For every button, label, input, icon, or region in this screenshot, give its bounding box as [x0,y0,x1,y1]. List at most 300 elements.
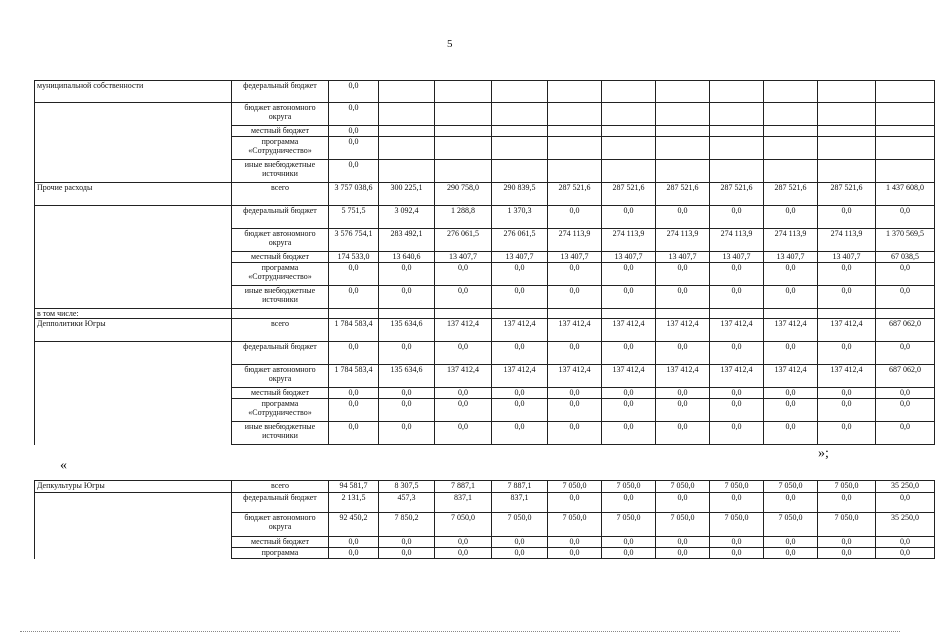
value-cell: 0,0 [548,548,602,559]
row-label [35,537,232,548]
value-cell: 7 050,0 [602,481,656,493]
value-cell: 0,0 [818,286,876,309]
value-cell: 1 784 583,4 [329,365,379,388]
value-cell: 0,0 [764,422,818,445]
table-row [35,183,935,206]
row-label [35,388,232,399]
value-cell: 0,0 [435,399,492,422]
value-cell [548,103,602,126]
value-cell: 0,0 [548,342,602,365]
table-row [35,103,935,126]
value-cell: 137 412,4 [656,319,710,342]
table-row [35,229,935,252]
value-cell: 276 061,5 [492,229,548,252]
value-cell: 7 050,0 [548,513,602,537]
value-cell [656,137,710,160]
value-cell: 7 050,0 [602,513,656,537]
funding-source: местный бюджет [232,388,329,399]
value-cell: 174 533,0 [329,252,379,263]
value-cell: 0,0 [492,263,548,286]
value-cell [435,126,492,137]
table-row [35,81,935,103]
value-cell: 0,0 [329,388,379,399]
value-cell [764,160,818,183]
value-cell [876,309,935,319]
value-cell: 274 113,9 [764,229,818,252]
value-cell: 283 492,1 [379,229,435,252]
value-cell: 0,0 [710,537,764,548]
funding-source: всего [232,481,329,493]
value-cell [602,81,656,103]
value-cell [710,309,764,319]
funding-source: иные внебюджетные источники [232,160,329,183]
funding-source: бюджет автономного округа [232,513,329,537]
value-cell: 0,0 [379,537,435,548]
value-cell: 0,0 [548,388,602,399]
value-cell: 7 050,0 [656,513,710,537]
table-row [35,513,935,537]
value-cell: 0,0 [818,493,876,513]
funding-source: программа «Сотрудничество» [232,399,329,422]
value-cell: 274 113,9 [818,229,876,252]
value-cell [818,160,876,183]
value-cell [876,160,935,183]
value-cell: 13 407,7 [492,252,548,263]
table-row [35,399,935,422]
value-cell [710,103,764,126]
value-cell [876,103,935,126]
value-cell: 0,0 [329,548,379,559]
value-cell: 137 412,4 [602,365,656,388]
value-cell [818,126,876,137]
row-label [35,103,232,126]
value-cell: 0,0 [818,399,876,422]
value-cell: 0,0 [548,286,602,309]
quote-close-mark: »; [818,446,829,461]
value-cell: 13 407,7 [818,252,876,263]
value-cell: 7 050,0 [818,513,876,537]
value-cell: 0,0 [602,342,656,365]
value-cell [764,81,818,103]
value-cell [818,103,876,126]
value-cell [764,137,818,160]
value-cell: 7 050,0 [548,481,602,493]
value-cell [764,126,818,137]
funding-source: иные внебюджетные источники [232,422,329,445]
value-cell: 8 307,5 [379,481,435,493]
value-cell: 0,0 [329,537,379,548]
value-cell: 1 370 569,5 [876,229,935,252]
funding-source: всего [232,183,329,206]
value-cell: 276 061,5 [435,229,492,252]
value-cell: 1 370,3 [492,206,548,229]
value-cell: 0,0 [379,399,435,422]
row-label [35,160,232,183]
value-cell: 0,0 [818,537,876,548]
value-cell: 0,0 [329,263,379,286]
value-cell: 287 521,6 [710,183,764,206]
value-cell: 274 113,9 [710,229,764,252]
funding-source: местный бюджет [232,537,329,548]
value-cell: 0,0 [548,422,602,445]
value-cell: 0,0 [876,548,935,559]
value-cell: 137 412,4 [492,365,548,388]
value-cell: 0,0 [710,422,764,445]
value-cell: 7 050,0 [492,513,548,537]
value-cell: 0,0 [656,388,710,399]
value-cell: 0,0 [329,160,379,183]
value-cell: 0,0 [656,537,710,548]
table-row [35,160,935,183]
funding-source: федеральный бюджет [232,81,329,103]
value-cell [379,126,435,137]
value-cell: 0,0 [656,422,710,445]
value-cell [602,309,656,319]
value-cell: 0,0 [379,342,435,365]
value-cell [710,126,764,137]
value-cell: 7 050,0 [818,481,876,493]
value-cell [656,81,710,103]
value-cell: 0,0 [764,206,818,229]
value-cell: 137 412,4 [818,365,876,388]
value-cell: 0,0 [435,263,492,286]
row-label [35,548,232,559]
scan-edge-line [20,631,900,632]
value-cell [548,81,602,103]
value-cell: 67 038,5 [876,252,935,263]
value-cell: 0,0 [435,388,492,399]
quote-open-mark: « [60,458,67,473]
value-cell: 7 887,1 [492,481,548,493]
value-cell: 0,0 [492,537,548,548]
value-cell [656,126,710,137]
value-cell [602,126,656,137]
value-cell: 837,1 [492,493,548,513]
row-label [35,342,232,365]
funding-source [232,309,329,319]
value-cell [548,126,602,137]
value-cell: 94 581,7 [329,481,379,493]
funding-source: бюджет автономного округа [232,229,329,252]
value-cell [656,160,710,183]
funding-source: бюджет автономного округа [232,365,329,388]
value-cell: 13 407,7 [548,252,602,263]
value-cell [492,103,548,126]
value-cell: 13 407,7 [602,252,656,263]
value-cell: 135 634,6 [379,365,435,388]
value-cell: 7 050,0 [764,513,818,537]
table-row [35,126,935,137]
value-cell: 300 225,1 [379,183,435,206]
value-cell: 137 412,4 [548,365,602,388]
value-cell: 7 050,0 [710,513,764,537]
value-cell: 290 758,0 [435,183,492,206]
value-cell: 13 407,7 [764,252,818,263]
row-label [35,399,232,422]
funding-source: федеральный бюджет [232,493,329,513]
table-row [35,493,935,513]
funding-source: бюджет автономного округа [232,103,329,126]
value-cell: 13 407,7 [656,252,710,263]
row-label [35,126,232,137]
value-cell: 0,0 [764,286,818,309]
row-label [35,229,232,252]
value-cell [876,126,935,137]
value-cell: 0,0 [329,126,379,137]
value-cell: 0,0 [710,399,764,422]
funding-source: иные внебюджетные источники [232,286,329,309]
value-cell [764,309,818,319]
value-cell: 0,0 [764,342,818,365]
row-label: Депполитики Югры [35,319,232,342]
value-cell: 0,0 [818,342,876,365]
value-cell: 274 113,9 [656,229,710,252]
table-row [35,537,935,548]
value-cell: 0,0 [876,388,935,399]
value-cell: 137 412,4 [435,319,492,342]
value-cell: 0,0 [876,399,935,422]
value-cell: 0,0 [602,206,656,229]
row-label [35,252,232,263]
value-cell: 137 412,4 [710,365,764,388]
value-cell: 0,0 [656,263,710,286]
value-cell: 287 521,6 [764,183,818,206]
row-label: Депкультуры Югры [35,481,232,493]
value-cell: 0,0 [656,548,710,559]
value-cell: 687 062,0 [876,365,935,388]
table-row [35,263,935,286]
value-cell: 0,0 [329,137,379,160]
value-cell: 0,0 [876,537,935,548]
value-cell [818,137,876,160]
row-label [35,365,232,388]
value-cell: 5 751,5 [329,206,379,229]
value-cell: 0,0 [656,493,710,513]
value-cell: 0,0 [602,286,656,309]
value-cell: 0,0 [602,537,656,548]
value-cell: 0,0 [602,399,656,422]
value-cell: 7 050,0 [435,513,492,537]
value-cell: 137 412,4 [435,365,492,388]
table-row [35,422,935,445]
value-cell: 0,0 [876,206,935,229]
value-cell [492,160,548,183]
value-cell: 7 050,0 [764,481,818,493]
value-cell [435,137,492,160]
value-cell: 0,0 [379,548,435,559]
value-cell: 0,0 [764,548,818,559]
value-cell: 7 050,0 [656,481,710,493]
value-cell: 137 412,4 [656,365,710,388]
value-cell: 0,0 [656,206,710,229]
value-cell: 3 757 038,6 [329,183,379,206]
value-cell [435,81,492,103]
value-cell: 274 113,9 [602,229,656,252]
value-cell [329,309,379,319]
value-cell: 0,0 [764,399,818,422]
value-cell [602,103,656,126]
value-cell [435,160,492,183]
value-cell [710,160,764,183]
table-row [35,252,935,263]
value-cell: 287 521,6 [656,183,710,206]
value-cell: 0,0 [710,286,764,309]
value-cell: 35 250,0 [876,481,935,493]
value-cell: 0,0 [656,286,710,309]
row-label [35,286,232,309]
value-cell [818,81,876,103]
value-cell: 0,0 [602,493,656,513]
value-cell: 0,0 [764,537,818,548]
value-cell [710,137,764,160]
value-cell: 0,0 [548,263,602,286]
value-cell: 0,0 [329,422,379,445]
value-cell: 457,3 [379,493,435,513]
funding-source: местный бюджет [232,252,329,263]
value-cell: 0,0 [710,493,764,513]
value-cell: 137 412,4 [710,319,764,342]
value-cell [379,103,435,126]
table-row [35,342,935,365]
value-cell: 0,0 [492,548,548,559]
value-cell: 0,0 [876,286,935,309]
value-cell: 137 412,4 [602,319,656,342]
value-cell: 13 640,6 [379,252,435,263]
table-row [35,319,935,342]
value-cell: 0,0 [492,286,548,309]
value-cell: 0,0 [492,342,548,365]
value-cell: 287 521,6 [548,183,602,206]
funding-source: всего [232,319,329,342]
row-label: муниципальной собственности [35,81,232,103]
value-cell: 0,0 [764,388,818,399]
value-cell: 137 412,4 [764,365,818,388]
value-cell: 137 412,4 [818,319,876,342]
value-cell: 0,0 [710,206,764,229]
value-cell: 0,0 [876,493,935,513]
table-row [35,206,935,229]
value-cell: 2 131,5 [329,493,379,513]
value-cell: 0,0 [435,342,492,365]
funding-source: местный бюджет [232,126,329,137]
value-cell: 0,0 [435,286,492,309]
funding-source: программа «Сотрудничество» [232,263,329,286]
value-cell [548,160,602,183]
value-cell: 13 407,7 [435,252,492,263]
value-cell: 0,0 [492,388,548,399]
value-cell: 137 412,4 [764,319,818,342]
value-cell: 0,0 [818,422,876,445]
table-row [35,548,935,559]
page-number: 5 [447,38,453,50]
value-cell: 137 412,4 [548,319,602,342]
value-cell [379,309,435,319]
value-cell: 837,1 [435,493,492,513]
value-cell: 0,0 [602,263,656,286]
value-cell: 0,0 [379,388,435,399]
value-cell [876,137,935,160]
value-cell: 0,0 [329,81,379,103]
value-cell: 35 250,0 [876,513,935,537]
value-cell: 0,0 [710,388,764,399]
row-label [35,513,232,537]
value-cell: 1 784 583,4 [329,319,379,342]
value-cell: 0,0 [329,286,379,309]
value-cell: 137 412,4 [492,319,548,342]
value-cell: 0,0 [548,399,602,422]
value-cell [379,81,435,103]
value-cell: 0,0 [876,342,935,365]
value-cell: 0,0 [764,263,818,286]
value-cell: 687 062,0 [876,319,935,342]
row-label: Прочие расходы [35,183,232,206]
value-cell: 0,0 [818,206,876,229]
value-cell: 0,0 [329,399,379,422]
funding-source: федеральный бюджет [232,342,329,365]
value-cell: 7 850,2 [379,513,435,537]
value-cell [548,137,602,160]
value-cell: 1 437 608,0 [876,183,935,206]
table-row [35,286,935,309]
value-cell [602,160,656,183]
value-cell [548,309,602,319]
table-row [35,309,935,319]
value-cell: 287 521,6 [602,183,656,206]
value-cell: 0,0 [876,263,935,286]
value-cell: 92 450,2 [329,513,379,537]
value-cell: 0,0 [379,422,435,445]
row-label [35,263,232,286]
value-cell: 0,0 [818,263,876,286]
value-cell: 0,0 [656,399,710,422]
value-cell: 0,0 [379,263,435,286]
value-cell: 290 839,5 [492,183,548,206]
value-cell [656,103,710,126]
value-cell: 0,0 [818,388,876,399]
value-cell [818,309,876,319]
value-cell [492,81,548,103]
value-cell: 135 634,6 [379,319,435,342]
value-cell: 0,0 [710,548,764,559]
value-cell: 0,0 [876,422,935,445]
funding-source: программа [232,548,329,559]
row-label [35,493,232,513]
value-cell: 0,0 [492,422,548,445]
value-cell: 13 407,7 [710,252,764,263]
value-cell: 7 050,0 [710,481,764,493]
value-cell [492,309,548,319]
value-cell [656,309,710,319]
value-cell [876,81,935,103]
row-label [35,422,232,445]
value-cell: 0,0 [818,548,876,559]
value-cell: 0,0 [710,342,764,365]
value-cell [435,309,492,319]
value-cell: 3 576 754,1 [329,229,379,252]
value-cell: 0,0 [602,388,656,399]
row-label [35,206,232,229]
value-cell [379,160,435,183]
value-cell: 0,0 [548,493,602,513]
value-cell: 0,0 [435,548,492,559]
row-label [35,137,232,160]
value-cell: 0,0 [602,548,656,559]
value-cell: 0,0 [710,263,764,286]
value-cell [379,137,435,160]
value-cell: 3 092,4 [379,206,435,229]
funding-table-top [34,80,935,445]
value-cell: 0,0 [548,537,602,548]
